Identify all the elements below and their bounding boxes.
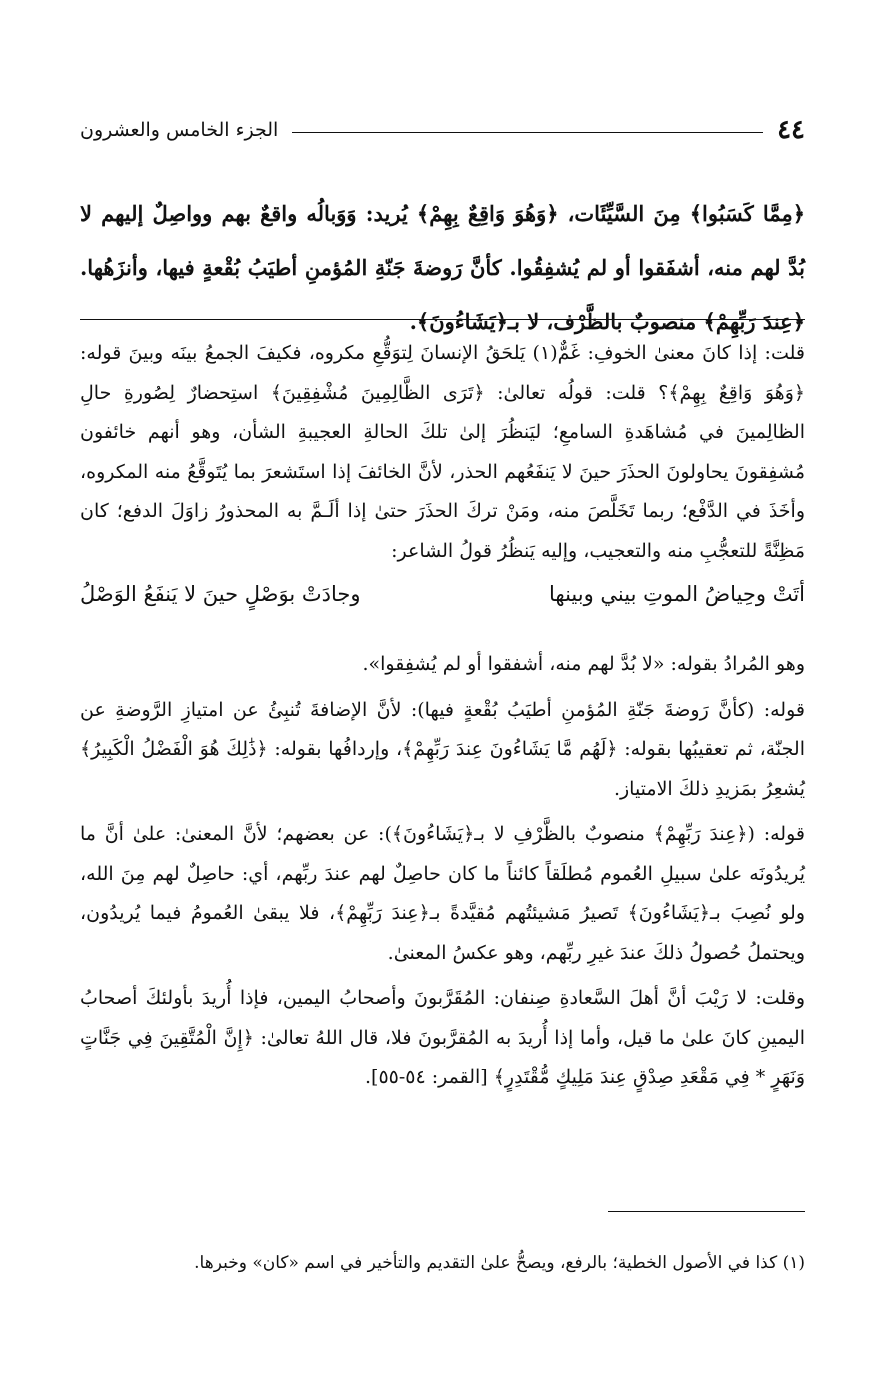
commentary-paragraph-1: قلت: إذا كانَ معنىٰ الخوفِ: غَمٌّ(١) يَلحَقُ الإنسانَ لِتوَقُّعِ مكروه، فكيفَ الجمعُ بينَه وبينَ قوله: ﴿وَهُوَ وَاقِعٌ بِهِمْ﴾؟ قلت: قولُه تعالىٰ: ﴿تَرَى الظَّالِمِينَ مُشْفِقِينَ﴾ استِحضارٌ لِصُورةِ حالِ الظالِمينَ في مُشاهَدةِ السامعِ؛ ليَنظُرَ إلىٰ تلكَ الحالةِ العجيبةِ الشأن، وهو أنهم خائفون مُشفِقونَ يحاولونَ الحذَرَ حينَ لا يَنفَعُهم الحذر، لأنَّ الخائفَ إذا استَشعرَ بما يُتَوقَّعُ منه المكروه، وأخَذَ في الدَّفْع؛ ربما تَخَلَّصَ منه، ومَنْ تركَ الحذَرَ حتىٰ إذا ألَـمَّ به المحذورُ زاوَلَ الدفع؛ كان مَظِنَّةً للتعجُّبِ منه والتعجيب، وإليه يَنظُرُ قولُ الشاعر: <box>80 342 805 562</box>
verse-second-hemistich: وجادَتْ بوَصْلٍ حينَ لا يَنفَعُ الوَصْلُ <box>80 582 361 606</box>
poetry-verse <box>80 571 805 617</box>
separator-rule <box>80 319 805 320</box>
commentary-paragraph-2: وهو المُرادُ بقوله: «لا بُدَّ لهم منه، أشفقوا أو لم يُشفِقوا». <box>362 653 805 675</box>
page-header <box>80 112 805 148</box>
commentary-paragraph-4: قوله: (﴿عِندَ رَبِّهِمْ﴾ منصوبٌ بالظَّرْفِ لا بـ﴿يَشَاءُونَ﴾): عن بعضهم؛ لأنَّ المعنىٰ: علىٰ أنَّ ما يُريدُونَه علىٰ سبيلِ العُموم مُطلَقاً كائناً ما كان حاصِلٌ لهم عندَ ربِّهم، أي: حاصِلٌ لهم مِنَ الله، ولو نُصِبَ بـ﴿يَشَاءُونَ﴾ تَصيرُ مَشيئتُهم مُقيَّدةً بـ﴿عِندَ رَبِّهِمْ﴾، فلا يبقىٰ العُمومُ فيما يُريدُون، ويحتملُ حُصولُ ذلكَ عندَ غيرِ ربِّهم، وهو عكسُ المعنىٰ. <box>80 823 805 964</box>
footnote: (١) كذا في الأصول الخطية؛ بالرفع، ويصحُّ علىٰ التقديم والتأخير في اسم «كان» وخبرها. <box>194 1253 805 1273</box>
footnote-rule <box>608 1211 805 1212</box>
commentary-paragraph-5: وقلت: لا رَيْبَ أنَّ أهلَ السَّعادةِ صِنفان: المُقَرَّبونَ وأصحابُ اليمين، فإذا أُريدَ بأولئكَ أصحابُ اليمينِ كانَ علىٰ ما قيل، وأما إذا أُريدَ به المُقرَّبونَ فلا، قال اللهُ تعالىٰ: ﴿إِنَّ الْمُتَّقِينَ فِي جَنَّاتٍ وَنَهَرٍ * فِي مَقْعَدِ صِدْقٍ عِندَ مَلِيكٍ مُّقْتَدِرٍ﴾ [القمر: ٥٤-٥٥]. <box>80 987 805 1088</box>
main-text: ﴿مِمَّا كَسَبُوا﴾ مِنَ السَّيِّئَات، ﴿وَهُوَ وَاقِعٌ بِهِمْ﴾ يُريد: وَوَبالُه واقعٌ بهم وواصِلٌ إليهم لا بُدَّ لهم منه، أشفَقوا أو لم يُشفِقُوا. كأنَّ رَوضةَ جَنّةِ المُؤمنِ أطيَبُ بُقْعةٍ فيها، وأنزَهُها. ﴿عِندَ رَبِّهِمْ﴾ منصوبٌ بالظَّرْف، لا بـ﴿يَشَاءُونَ﴾. <box>80 201 805 334</box>
header-rule <box>292 132 763 133</box>
commentary-paragraph-3: قوله: (كأنَّ رَوضةَ جَنّةِ المُؤمنِ أطيَبُ بُقْعةٍ فيها): لأنَّ الإضافةَ تُنبِئُ عن امتيازِ الرَّوضةِ عن الجنّة، ثم تعقيبُها بقوله: ﴿لَهُم مَّا يَشَاءُونَ عِندَ رَبِّهِمْ﴾، وإردافُها بقوله: ﴿ذَٰلِكَ هُوَ الْفَضْلُ الْكَبِيرُ﴾ يُشعِرُ بمَزيدِ ذلكَ الامتياز. <box>80 698 805 800</box>
commentary <box>80 334 805 1098</box>
running-title: الجزء الخامس والعشرون <box>80 119 279 141</box>
verse-first-hemistich: أتَتْ وحِياضُ الموتِ بيني وبينها <box>549 582 805 606</box>
page-number: ٤٤ <box>777 115 805 145</box>
